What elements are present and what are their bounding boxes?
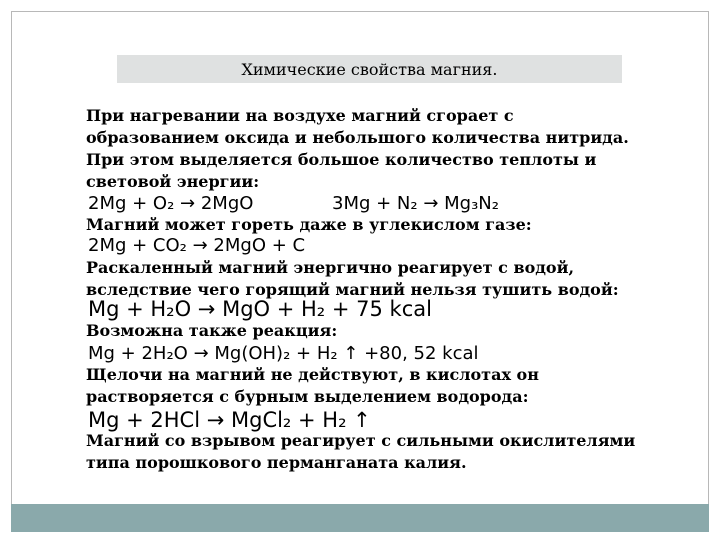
text-line: растворяется с бурным выделением водорода: <box>86 387 529 406</box>
paragraph-reaction <box>86 320 337 342</box>
slide-footer-bar <box>11 504 709 532</box>
text-line: Раскаленный магний энергично реагирует с водой, <box>86 258 575 277</box>
text-line: образованием оксида и небольшого количества нитрида. <box>86 128 629 147</box>
slide-title <box>117 55 622 83</box>
text-line: При нагревании на воздухе магний сгорает с <box>86 106 514 125</box>
title-text: Химические свойства магния. <box>241 59 498 79</box>
equation-acid: Mg + 2HCl → MgCl₂ + H₂ ↑ <box>88 408 371 432</box>
text-line: вследствие чего горящий магний нельзя тушить водой: <box>86 280 619 299</box>
text-line: Возможна также реакция: <box>86 321 338 340</box>
text-line: Магний может гореть даже в углекислом газе: <box>86 215 532 234</box>
equation-water: Mg + H₂O → MgO + H₂ + 75 kcal <box>88 297 432 321</box>
equation-co2: 2Mg + CO₂ → 2MgO + C <box>88 235 306 256</box>
equation-nitride: 3Mg + N₂ → Mg₃N₂ <box>332 193 499 214</box>
text-line: Щелочи на магний не действуют, в кислотах он <box>86 365 539 384</box>
paragraph-combustion <box>86 105 629 193</box>
paragraph-co2 <box>86 214 532 236</box>
text-line: световой энергии: <box>86 172 260 191</box>
equation-water-hot: Mg + 2H₂O → Mg(OH)₂ + H₂ ↑ +80, 52 kcal <box>88 343 479 364</box>
paragraph-acids <box>86 364 539 408</box>
text-line: Магний со взрывом реагирует с сильными окислителями <box>86 431 636 450</box>
paragraph-oxidizers <box>86 430 635 474</box>
text-line: типа порошкового перманганата калия. <box>86 453 467 472</box>
text-line: При этом выделяется большое количество теплоты и <box>86 150 597 169</box>
equation-oxide: 2Mg + O₂ → 2MgO <box>88 193 254 214</box>
paragraph-water <box>86 257 619 301</box>
